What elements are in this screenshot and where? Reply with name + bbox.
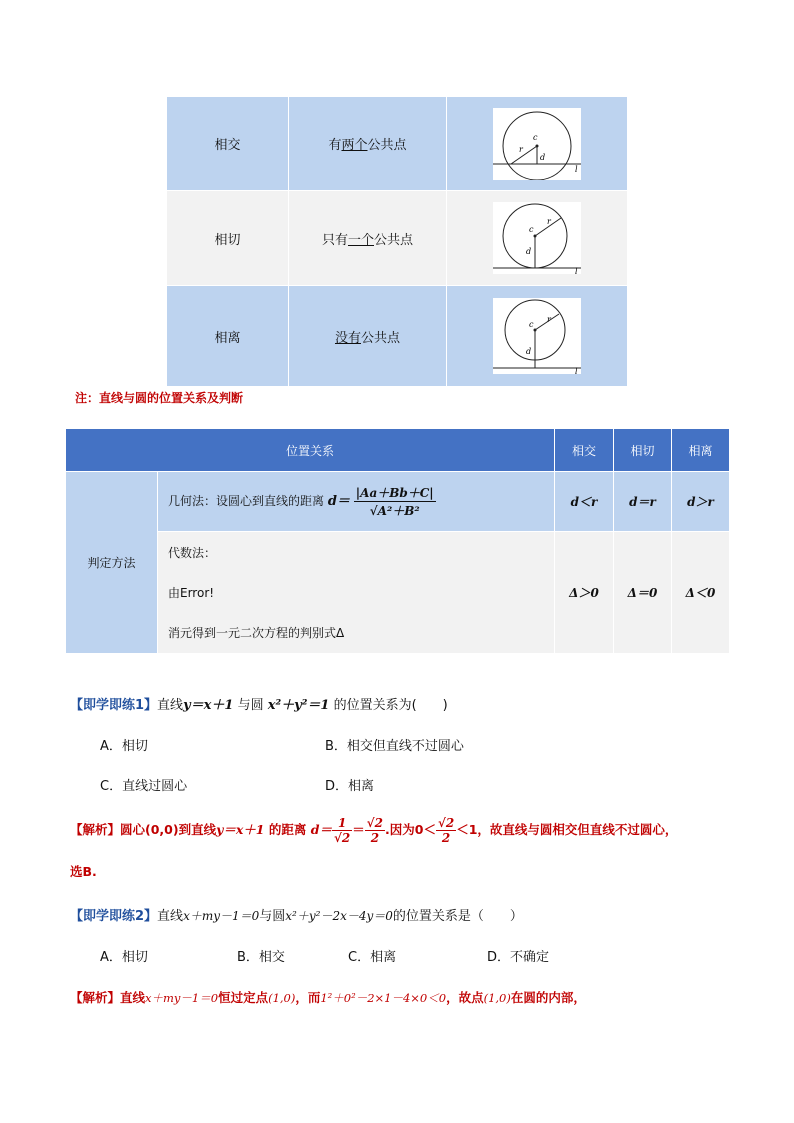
relation-table [166,96,628,387]
exercise-2-stem: 【即学即练2】直线x＋my－1＝0与圆x²＋y²－2x－4y＝0的位置关系是（ ） [70,909,523,924]
figure-cell [447,286,628,387]
figure-cell [447,97,628,191]
fig-r-label: r [519,144,523,154]
method-label: 判定方法 [66,472,158,654]
intersect-figure [493,108,581,180]
header-tangent: 相切 [614,429,672,472]
tangent-figure [493,202,581,274]
table-row [167,97,628,191]
exercise-1-solution: 【解析】圆心(0,0)到直线y＝x＋1 的距离 d＝ $\frac{1}{√2}$ ＝ $\frac{√2}{2}$ .因为0＜ $\frac{√2}{2}$ ＜1，故直线与圆相交但直线不过圆心， [70,816,678,845]
distance-formula: $\frac{|Aa+Bb+C|}{\text{√A²＋B²}}$ [355,486,434,518]
geo-tangent: d＝r [614,472,672,532]
judgement-table [65,428,730,654]
common-point-cell: 没有公共点 [289,286,447,387]
table-header-row [66,429,730,472]
fig-c-label: c [529,225,534,234]
option-a: A．相切 [100,950,148,965]
alg-tangent: Δ＝0 [614,532,672,654]
fig-d-label: d [540,152,546,162]
geo-intersect: d＜r [555,472,614,532]
header-separate: 相离 [672,429,730,472]
geo-separate: d＞r [672,472,730,532]
algebraic-method: 代数法： 由Error! 消元得到一元二次方程的判别式Δ [158,532,555,654]
geometric-method: 几何法：设圆心到直线的距离 d＝ $\frac{|Aa+Bb+C|}{\text{√A²＋B²}}$ [158,472,555,532]
fig-d-label: d [526,247,532,256]
relation-cell: 相交 [167,97,289,191]
fig-c-label: c [533,132,538,142]
fig-l-label: l [575,267,578,274]
relation-cell: 相切 [167,191,289,286]
common-point-cell: 只有一个公共点 [289,191,447,286]
table-row [167,191,628,286]
option-c: C．直线过圆心 [100,779,188,794]
fig-r-label: r [547,315,551,324]
common-point-cell: 有两个公共点 [289,97,447,191]
header-intersect: 相交 [555,429,614,472]
option-d: D．不确定 [487,950,550,965]
alg-separate: Δ＜0 [672,532,730,654]
option-c: C．相离 [348,950,397,965]
fig-l-label: l [575,367,578,374]
separate-figure [493,298,581,374]
figure-cell [447,191,628,286]
exercise-1-stem: 【即学即练1】直线y＝x＋1 与圆 x²＋y²＝1 的位置关系为( ) [70,698,448,713]
note-heading: 注：直线与圆的位置关系及判断 [75,391,244,405]
option-a: A．相切 [100,739,148,754]
fig-r-label: r [547,217,551,226]
table-row [66,472,730,532]
fig-c-label: c [529,320,534,329]
table-row [66,532,730,654]
exercise-2-solution: 【解析】直线x＋my－1＝0恒过定点(1,0)，而1²＋0²－2×1－4×0＜0，故点(1,0)在圆的内部， [70,990,586,1005]
alg-intersect: Δ＞0 [555,532,614,654]
exercise-1-choice: 选B. [70,864,97,879]
header-relation: 位置关系 [66,429,555,472]
fig-l-label: l [575,164,578,174]
relation-cell: 相离 [167,286,289,387]
option-b: B．相交 [237,950,285,965]
fig-d-label: d [526,347,532,356]
table-row [167,286,628,387]
option-b: B．相交但直线不过圆心 [325,739,464,754]
option-d: D．相离 [325,779,375,794]
